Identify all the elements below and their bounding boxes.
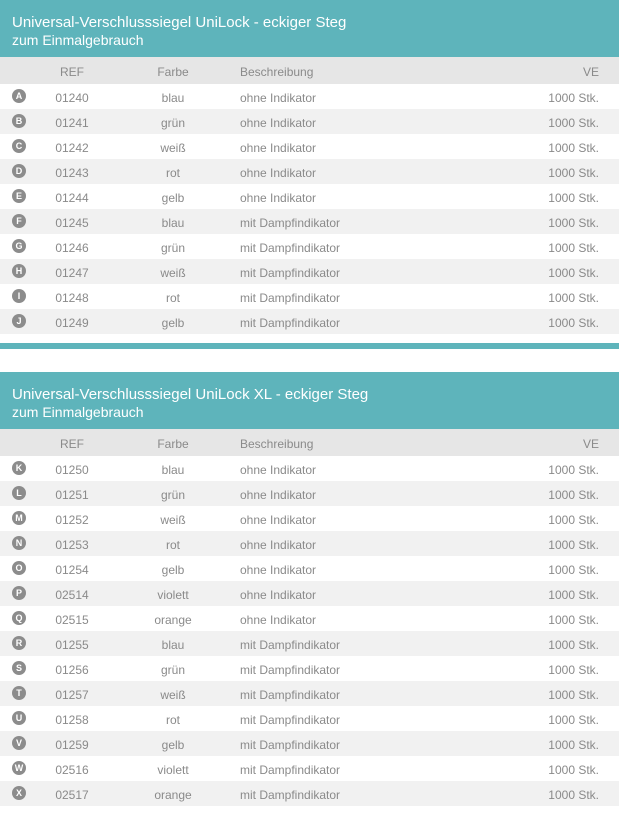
beschreibung-cell: ohne Indikator bbox=[240, 588, 317, 602]
ve-cell: 1000 Stk. bbox=[548, 788, 599, 802]
beschreibung-cell: ohne Indikator bbox=[240, 191, 317, 205]
table-row bbox=[0, 134, 619, 159]
row-letter-badge: G bbox=[12, 239, 26, 253]
row-letter-badge: E bbox=[12, 189, 26, 203]
ve-cell: 1000 Stk. bbox=[548, 463, 599, 477]
table-row bbox=[0, 631, 619, 656]
ref-cell: 01248 bbox=[55, 291, 89, 305]
farbe-cell: violett bbox=[157, 588, 189, 602]
row-letter-badge: L bbox=[12, 486, 26, 500]
table-body bbox=[0, 84, 619, 334]
table-row bbox=[0, 234, 619, 259]
ref-cell: 01243 bbox=[55, 166, 89, 180]
row-letter-badge: V bbox=[12, 736, 26, 750]
ve-cell: 1000 Stk. bbox=[548, 316, 599, 330]
row-letter-badge: A bbox=[12, 89, 26, 103]
ref-cell: 01256 bbox=[55, 663, 89, 677]
ref-cell: 01247 bbox=[55, 266, 89, 280]
beschreibung-cell: mit Dampfindikator bbox=[240, 241, 341, 255]
row-letter-badge: C bbox=[12, 139, 26, 153]
ve-cell: 1000 Stk. bbox=[548, 166, 599, 180]
row-letter-badge: N bbox=[12, 536, 26, 550]
ve-cell: 1000 Stk. bbox=[548, 588, 599, 602]
farbe-cell: weiß bbox=[160, 266, 186, 280]
row-letter-badge: U bbox=[12, 711, 26, 725]
ve-cell: 1000 Stk. bbox=[548, 688, 599, 702]
row-letter-badge: F bbox=[12, 214, 26, 228]
farbe-cell: violett bbox=[157, 763, 189, 777]
column-header-beschreibung: Beschreibung bbox=[240, 65, 314, 79]
table-row bbox=[0, 309, 619, 334]
table-row bbox=[0, 506, 619, 531]
ref-cell: 01245 bbox=[55, 216, 89, 230]
table-row bbox=[0, 159, 619, 184]
farbe-cell: rot bbox=[165, 291, 180, 305]
ref-cell: 02516 bbox=[55, 763, 89, 777]
row-letter-badge: H bbox=[12, 264, 26, 278]
table-row bbox=[0, 731, 619, 756]
ref-cell: 01244 bbox=[55, 191, 89, 205]
ref-cell: 01255 bbox=[55, 638, 89, 652]
column-header-ref: REF bbox=[60, 437, 84, 451]
ref-cell: 02515 bbox=[55, 613, 89, 627]
ve-cell: 1000 Stk. bbox=[548, 291, 599, 305]
column-header-row bbox=[0, 429, 619, 456]
table-row bbox=[0, 456, 619, 481]
row-letter-badge: R bbox=[12, 636, 26, 650]
beschreibung-cell: ohne Indikator bbox=[240, 91, 317, 105]
farbe-cell: grün bbox=[160, 116, 186, 130]
farbe-cell: blau bbox=[161, 91, 185, 105]
table-row bbox=[0, 109, 619, 134]
column-header-row bbox=[0, 57, 619, 84]
farbe-cell: weiß bbox=[160, 688, 186, 702]
farbe-cell: gelb bbox=[161, 563, 185, 577]
farbe-cell: rot bbox=[165, 538, 180, 552]
column-header-farbe: Farbe bbox=[157, 65, 189, 79]
ref-cell: 02517 bbox=[55, 788, 89, 802]
beschreibung-cell: ohne Indikator bbox=[240, 463, 317, 477]
table-row bbox=[0, 259, 619, 284]
ref-cell: 01257 bbox=[55, 688, 89, 702]
ref-cell: 01254 bbox=[55, 563, 89, 577]
ve-cell: 1000 Stk. bbox=[548, 738, 599, 752]
farbe-cell: grün bbox=[160, 488, 186, 502]
section-title: Universal-Verschlusssiegel UniLock - eckiger Steg bbox=[12, 14, 347, 31]
beschreibung-cell: mit Dampfindikator bbox=[240, 713, 341, 727]
ref-cell: 01250 bbox=[55, 463, 89, 477]
farbe-cell: rot bbox=[165, 713, 180, 727]
ref-cell: 01251 bbox=[55, 488, 89, 502]
ve-cell: 1000 Stk. bbox=[548, 91, 599, 105]
farbe-cell: rot bbox=[165, 166, 180, 180]
product-table-unilock bbox=[0, 0, 619, 350]
beschreibung-cell: mit Dampfindikator bbox=[240, 738, 341, 752]
beschreibung-cell: mit Dampfindikator bbox=[240, 638, 341, 652]
ref-cell: 01241 bbox=[55, 116, 89, 130]
ve-cell: 1000 Stk. bbox=[548, 216, 599, 230]
farbe-cell: weiß bbox=[160, 513, 186, 527]
ve-cell: 1000 Stk. bbox=[548, 613, 599, 627]
column-header-ve: VE bbox=[582, 65, 599, 79]
farbe-cell: gelb bbox=[161, 316, 185, 330]
beschreibung-cell: ohne Indikator bbox=[240, 513, 317, 527]
table-row bbox=[0, 606, 619, 631]
row-letter-badge: T bbox=[12, 686, 26, 700]
table-body bbox=[0, 456, 619, 806]
row-letter-badge: W bbox=[12, 761, 26, 775]
ref-cell: 01258 bbox=[55, 713, 89, 727]
ve-cell: 1000 Stk. bbox=[548, 713, 599, 727]
farbe-cell: gelb bbox=[161, 191, 185, 205]
ve-cell: 1000 Stk. bbox=[548, 763, 599, 777]
ref-cell: 01242 bbox=[55, 141, 89, 155]
beschreibung-cell: mit Dampfindikator bbox=[240, 788, 341, 802]
table-row bbox=[0, 781, 619, 806]
ref-cell: 01259 bbox=[55, 738, 89, 752]
row-letter-badge: B bbox=[12, 114, 26, 128]
beschreibung-cell: ohne Indikator bbox=[240, 141, 317, 155]
section-header bbox=[0, 0, 619, 57]
ve-cell: 1000 Stk. bbox=[548, 141, 599, 155]
farbe-cell: gelb bbox=[161, 738, 185, 752]
row-letter-badge: S bbox=[12, 661, 26, 675]
row-letter-badge: D bbox=[12, 164, 26, 178]
beschreibung-cell: ohne Indikator bbox=[240, 166, 317, 180]
farbe-cell: weiß bbox=[160, 141, 186, 155]
farbe-cell: grün bbox=[160, 241, 186, 255]
row-letter-badge: M bbox=[12, 511, 26, 525]
ve-cell: 1000 Stk. bbox=[548, 116, 599, 130]
table-row bbox=[0, 656, 619, 681]
ref-cell: 02514 bbox=[55, 588, 89, 602]
row-letter-badge: J bbox=[12, 314, 26, 328]
farbe-cell: orange bbox=[154, 788, 192, 802]
ve-cell: 1000 Stk. bbox=[548, 638, 599, 652]
beschreibung-cell: ohne Indikator bbox=[240, 116, 317, 130]
beschreibung-cell: ohne Indikator bbox=[240, 613, 317, 627]
table-row bbox=[0, 284, 619, 309]
section-title: Universal-Verschlusssiegel UniLock XL - eckiger Steg bbox=[12, 386, 369, 403]
beschreibung-cell: ohne Indikator bbox=[240, 538, 317, 552]
row-letter-badge: K bbox=[12, 461, 26, 475]
beschreibung-cell: mit Dampfindikator bbox=[240, 763, 341, 777]
row-letter-badge: X bbox=[12, 786, 26, 800]
section-bottom-bar bbox=[0, 343, 619, 349]
table-row bbox=[0, 706, 619, 731]
ve-cell: 1000 Stk. bbox=[548, 241, 599, 255]
farbe-cell: blau bbox=[161, 216, 185, 230]
beschreibung-cell: mit Dampfindikator bbox=[240, 688, 341, 702]
row-letter-badge: P bbox=[12, 586, 26, 600]
table-row bbox=[0, 681, 619, 706]
table-row bbox=[0, 184, 619, 209]
ve-cell: 1000 Stk. bbox=[548, 538, 599, 552]
ref-cell: 01240 bbox=[55, 91, 89, 105]
beschreibung-cell: mit Dampfindikator bbox=[240, 216, 341, 230]
beschreibung-cell: mit Dampfindikator bbox=[240, 663, 341, 677]
row-letter-badge: Q bbox=[12, 611, 26, 625]
farbe-cell: blau bbox=[161, 463, 185, 477]
table-row bbox=[0, 581, 619, 606]
ve-cell: 1000 Stk. bbox=[548, 488, 599, 502]
table-row bbox=[0, 209, 619, 234]
section-header bbox=[0, 372, 619, 429]
column-header-ref: REF bbox=[60, 65, 84, 79]
table-row bbox=[0, 481, 619, 506]
table-row bbox=[0, 531, 619, 556]
ve-cell: 1000 Stk. bbox=[548, 663, 599, 677]
ve-cell: 1000 Stk. bbox=[548, 191, 599, 205]
column-header-ve: VE bbox=[582, 437, 599, 451]
product-table-unilock-xl bbox=[0, 372, 619, 822]
ve-cell: 1000 Stk. bbox=[548, 266, 599, 280]
farbe-cell: blau bbox=[161, 638, 185, 652]
beschreibung-cell: ohne Indikator bbox=[240, 488, 317, 502]
column-header-farbe: Farbe bbox=[157, 437, 189, 451]
ref-cell: 01249 bbox=[55, 316, 89, 330]
table-row bbox=[0, 84, 619, 109]
farbe-cell: orange bbox=[154, 613, 192, 627]
ref-cell: 01253 bbox=[55, 538, 89, 552]
farbe-cell: grün bbox=[160, 663, 186, 677]
beschreibung-cell: mit Dampfindikator bbox=[240, 316, 341, 330]
table-row bbox=[0, 556, 619, 581]
beschreibung-cell: mit Dampfindikator bbox=[240, 291, 341, 305]
row-letter-badge: I bbox=[12, 289, 26, 303]
beschreibung-cell: mit Dampfindikator bbox=[240, 266, 341, 280]
row-letter-badge: O bbox=[12, 561, 26, 575]
section-subtitle: zum Einmalgebrauch bbox=[12, 32, 144, 48]
ref-cell: 01252 bbox=[55, 513, 89, 527]
ve-cell: 1000 Stk. bbox=[548, 513, 599, 527]
ve-cell: 1000 Stk. bbox=[548, 563, 599, 577]
column-header-beschreibung: Beschreibung bbox=[240, 437, 314, 451]
ref-cell: 01246 bbox=[55, 241, 89, 255]
section-subtitle: zum Einmalgebrauch bbox=[12, 404, 144, 420]
table-row bbox=[0, 756, 619, 781]
beschreibung-cell: ohne Indikator bbox=[240, 563, 317, 577]
